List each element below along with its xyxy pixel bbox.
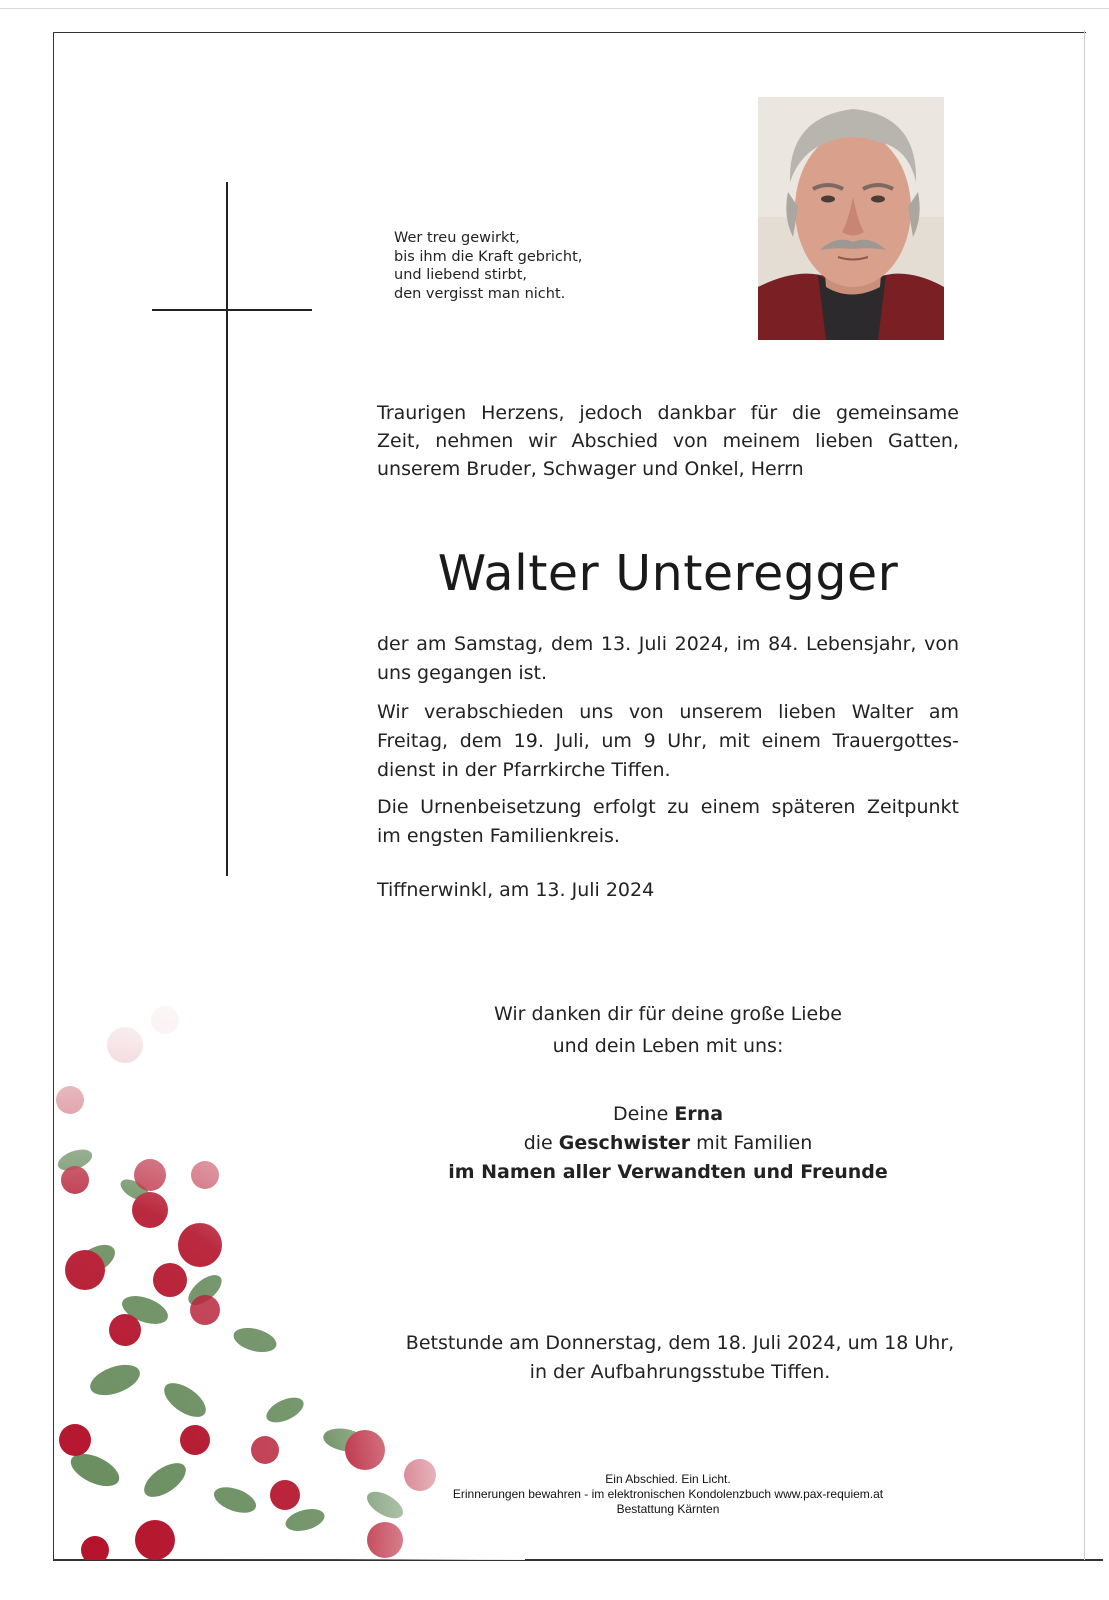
- thanks-line: Wir danken dir für deine große Liebe: [494, 1003, 842, 1025]
- burial-line: Die Urnenbeisetzung erfolgt zu einem späteren Zeitpunkt: [377, 796, 959, 818]
- footer-line: Erinnerungen bewahren - im elektronischen Kondolenzbuch www.pax-requiem.at: [452, 1487, 884, 1501]
- intro-line: Traurigen Herzens, jedoch dankbar für die gemeinsame: [377, 402, 959, 424]
- page-frame-right: [1084, 30, 1085, 1560]
- mourners-text: mit Familien: [690, 1132, 813, 1154]
- farewell-line: dienst in der Pfarrkirche Tiffen.: [377, 759, 671, 781]
- mourners-line-1: [377, 1100, 959, 1129]
- thanks-line: und dein Leben mit uns:: [552, 1035, 784, 1057]
- prayer-line: Betstunde am Donnerstag, dem 18. Juli 2024, um 18 Uhr,: [405, 1332, 955, 1354]
- burial-line: im engsten Familienkreis.: [377, 825, 620, 847]
- passing-paragraph: [377, 630, 959, 688]
- footer-line: Bestattung Kärnten: [616, 1502, 720, 1516]
- deceased-name: Walter Unteregger: [437, 545, 899, 602]
- farewell-paragraph: [377, 698, 959, 785]
- burial-paragraph: [377, 793, 959, 851]
- mourners-line-3: im Namen aller Verwandten und Freunde: [448, 1161, 888, 1183]
- thanks-paragraph: [377, 998, 959, 1062]
- motto-verse: [394, 229, 624, 303]
- intro-line: unserem Bruder, Schwager und Onkel, Herrn: [377, 458, 804, 480]
- mourners-text: die: [523, 1132, 559, 1154]
- cross-vertical-bar: [226, 182, 228, 876]
- mourners-bold: Erna: [674, 1103, 724, 1125]
- motto-line: Wer treu gewirkt,: [394, 230, 520, 246]
- mourners-signature: [377, 1100, 959, 1187]
- place-date-paragraph: [377, 876, 959, 905]
- passing-line: der am Samstag, dem 13. Juli 2024, im 84. Lebensjahr, von: [377, 633, 959, 655]
- footer-notice: [377, 1472, 959, 1517]
- portrait-photo: [758, 97, 944, 340]
- farewell-line: Freitag, dem 19. Juli, um 9 Uhr, mit einem Trauergottes-: [377, 730, 959, 752]
- footer-line: Ein Abschied. Ein Licht.: [605, 1472, 731, 1486]
- intro-paragraph: [377, 399, 959, 483]
- prayer-line: in der Aufbahrungsstube Tiffen.: [529, 1361, 831, 1383]
- place-date: Tiffnerwinkl, am 13. Juli 2024: [377, 879, 655, 901]
- farewell-line: Wir verabschieden uns von unserem lieben Walter am: [377, 701, 959, 723]
- scan-top-edge: [0, 8, 1109, 9]
- motto-line: bis ihm die Kraft gebricht,: [394, 248, 583, 265]
- motto-line: und liebend stirbt,: [394, 267, 528, 283]
- intro-line: Zeit, nehmen wir Abschied von meinem lieben Gatten,: [377, 430, 959, 452]
- cross-horizontal-bar: [152, 309, 312, 311]
- mourners-line-2: [377, 1129, 959, 1158]
- mourners-bold: Geschwister: [558, 1132, 691, 1154]
- prayer-notice: [400, 1329, 960, 1387]
- motto-line: den vergisst man nicht.: [394, 285, 566, 302]
- passing-line: uns gegangen ist.: [377, 662, 548, 684]
- mourners-text: Deine: [612, 1103, 675, 1125]
